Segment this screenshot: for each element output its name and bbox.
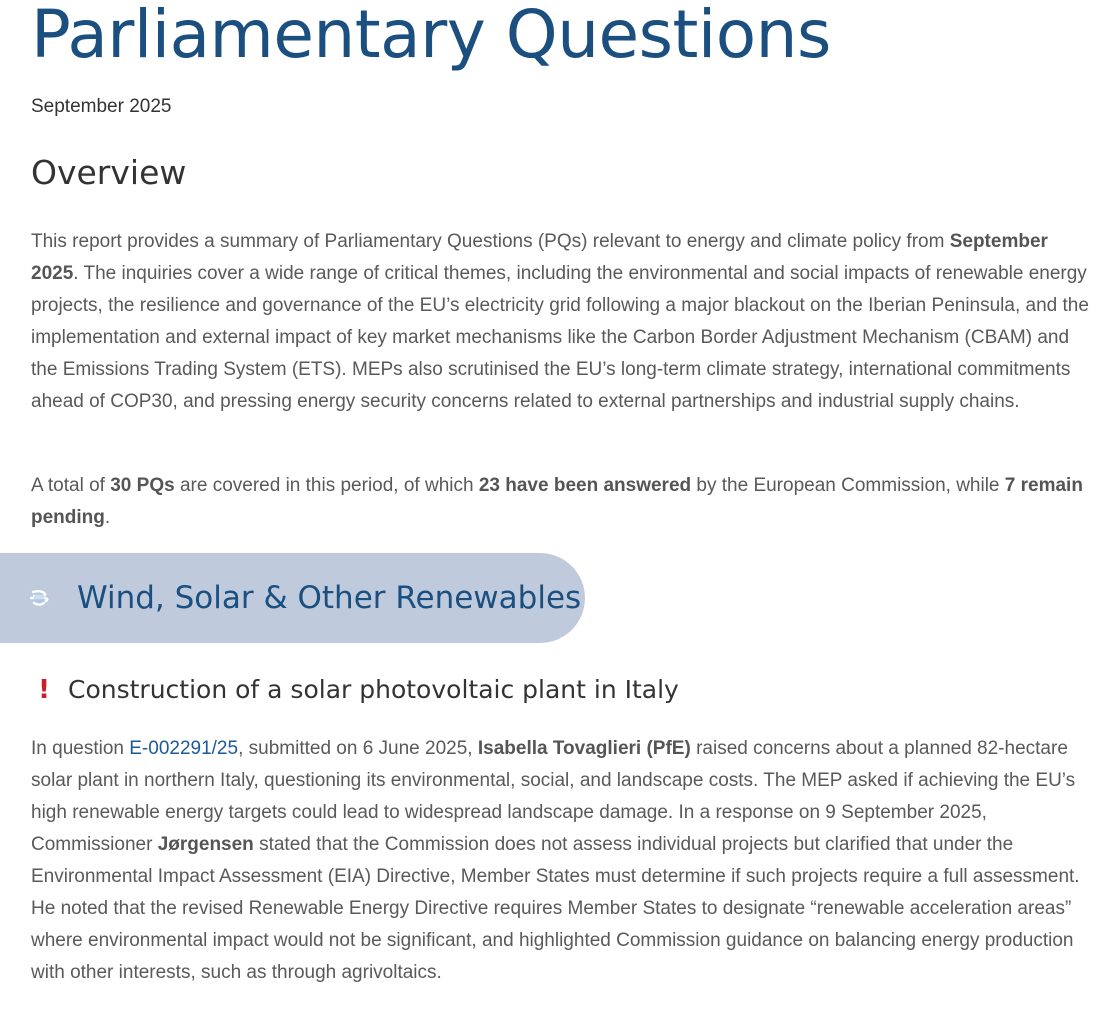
totals-text: by the European Commission, while — [691, 475, 1005, 496]
question-text: stated that the Commission does not assess individual projects but clarified that under the Environmental Impact Assessment (EIA) Directive, Member States must determine if such projects require a full assessment. He noted that the revised Renewable Energy Directive requires Member States to designate “renewable acceleration areas” where environmental impact would not be significant, and highlighted Commission guidance on balancing energy production with other interests, such as through agrivoltaics. — [31, 834, 1080, 983]
exclamation-icon: ! — [38, 675, 50, 705]
totals-text: . — [104, 507, 111, 528]
category-title: Wind, Solar & Other Renewables — [77, 580, 582, 616]
overview-heading: Overview — [31, 153, 187, 192]
question-text: In question — [31, 738, 130, 759]
total-count: 30 PQs — [110, 475, 175, 496]
question-paragraph — [31, 733, 1091, 989]
intro-period-bold: September 2025 — [31, 231, 1048, 284]
report-date: September 2025 — [31, 96, 172, 117]
category-banner — [0, 553, 585, 643]
totals-text: are covered in this period, of which — [174, 475, 479, 496]
totals-paragraph — [31, 470, 1091, 534]
wind-icon — [30, 588, 50, 608]
question-text: raised concerns about a planned 82-hectare solar plant in northern Italy, questioning its environmental, social, and landscape costs. The MEP asked if achieving the EU’s high renewable energy targets could lead to widespread landscape damage. In a response on 9 September 2025, Commissioner — [31, 738, 1076, 855]
intro-text-continued: . The inquiries cover a wide range of critical themes, including the environmental and social impacts of renewable energy projects, the resilience and governance of the EU’s electricity grid following a major blackout on the Iberian Peninsula, and the implementation and external impact of key market mechanisms like the Carbon Border Adjustment Mechanism (CBAM) and the Emissions Trading System (ETS). MEPs also scrutinised the EU’s long-term climate strategy, international commitments ahead of COP30, and pressing energy security concerns related to external partnerships and industrial supply chains. — [31, 263, 1089, 412]
question-title: Construction of a solar photovoltaic plant in Italy — [68, 675, 679, 704]
answered-count: 23 have been answered — [478, 475, 692, 496]
totals-text: A total of — [31, 475, 111, 496]
question-author: Isabella Tovaglieri (PfE) — [477, 738, 691, 759]
intro-text: This report provides a summary of Parliamentary Questions (PQs) relevant to energy and climate policy from — [31, 231, 950, 252]
question-heading — [31, 670, 679, 710]
page-title: Parliamentary Questions — [31, 0, 831, 73]
pending-count: 7 remain pending — [31, 475, 1083, 528]
commissioner-name: Jørgensen — [157, 834, 254, 855]
question-reference-link[interactable]: E-002291/25 — [129, 738, 239, 759]
overview-intro-paragraph — [31, 226, 1091, 418]
question-text: , submitted on 6 June 2025, — [238, 738, 478, 759]
